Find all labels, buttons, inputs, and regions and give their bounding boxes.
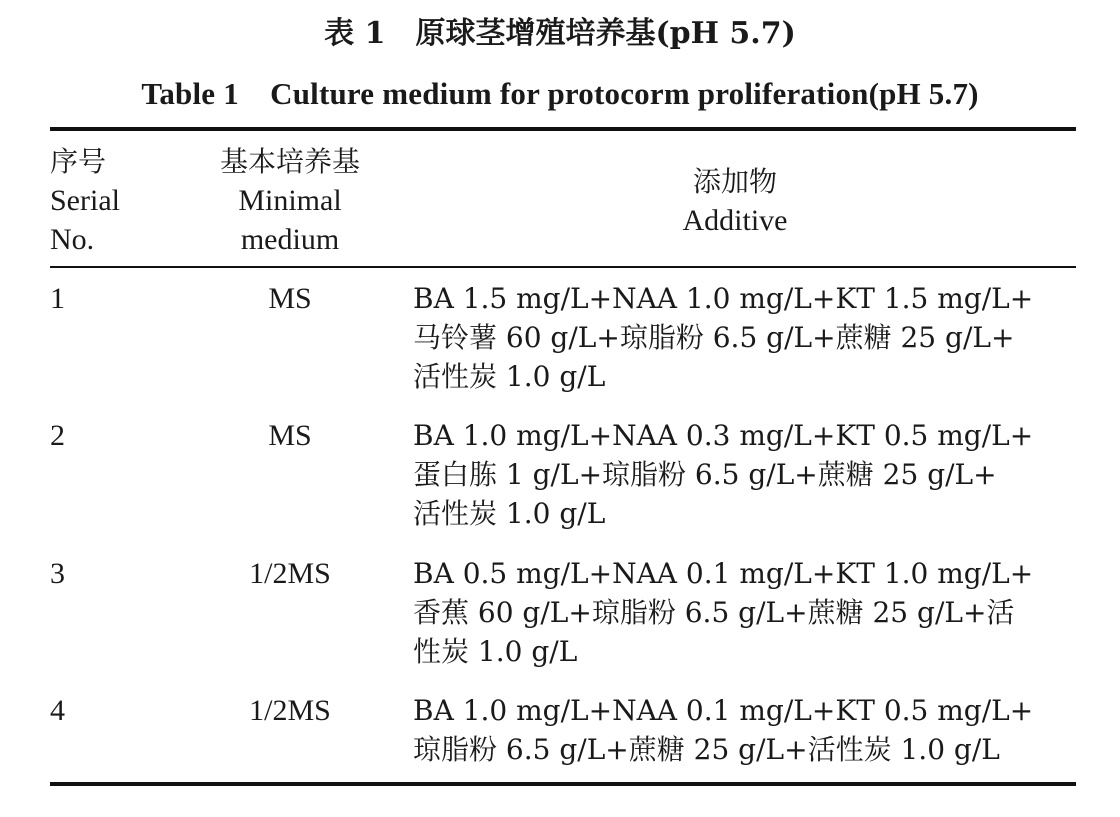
header-medium [190,142,390,259]
row-serial: 3 [50,557,65,590]
additive-line: 性炭 1.0 g/L [413,635,578,668]
row-medium: MS [268,282,312,315]
header-additive [630,162,840,240]
header-medium-en-2: medium [240,223,340,256]
row-additive [413,554,1073,671]
header-medium-en-1: Minimal [238,184,342,217]
additive-line: 琼脂粉 6.5 g/L+蔗糖 25 g/L+活性炭 1.0 g/L [413,733,1000,766]
additive-line: 蛋白胨 1 g/L+琼脂粉 6.5 g/L+蔗糖 25 g/L+ [413,458,997,491]
table-title-cn: 表 1 原球茎增殖培养基(pH 5.7) [324,16,796,51]
bottom-rule [50,782,1076,786]
header-serial-en-1: Serial [50,184,120,217]
header-medium-cn: 基本培养基 [219,145,360,178]
additive-line: BA 1.0 mg/L+NAA 0.1 mg/L+KT 0.5 mg/L+ [413,694,1034,727]
additive-line: 活性炭 1.0 g/L [413,497,606,530]
additive-line: 活性炭 1.0 g/L [413,360,606,393]
row-serial: 2 [50,419,65,452]
row-serial: 1 [50,282,65,315]
additive-line: BA 1.5 mg/L+NAA 1.0 mg/L+KT 1.5 mg/L+ [413,282,1034,315]
header-rule [50,266,1076,268]
header-serial [50,142,120,259]
row-serial: 4 [50,694,65,727]
row-additive [413,279,1073,396]
additive-line: BA 0.5 mg/L+NAA 0.1 mg/L+KT 1.0 mg/L+ [413,557,1034,590]
additive-line: BA 1.0 mg/L+NAA 0.3 mg/L+KT 0.5 mg/L+ [413,419,1034,452]
table-title-en: Table 1 Culture medium for protocorm proliferation(pH 5.7) [141,76,979,111]
additive-line: 马铃薯 60 g/L+琼脂粉 6.5 g/L+蔗糖 25 g/L+ [413,321,1015,354]
row-additive [413,416,1073,533]
row-medium: 1/2MS [249,694,331,727]
header-additive-cn: 添加物 [692,165,777,198]
row-medium: MS [268,419,312,452]
row-medium: 1/2MS [249,557,331,590]
header-serial-en-2: No. [50,223,95,256]
header-additive-en: Additive [682,204,788,237]
additive-line: 香蕉 60 g/L+琼脂粉 6.5 g/L+蔗糖 25 g/L+活 [413,596,1015,629]
row-additive [413,691,1073,769]
header-serial-cn: 序号 [50,145,107,178]
top-rule [50,127,1076,131]
